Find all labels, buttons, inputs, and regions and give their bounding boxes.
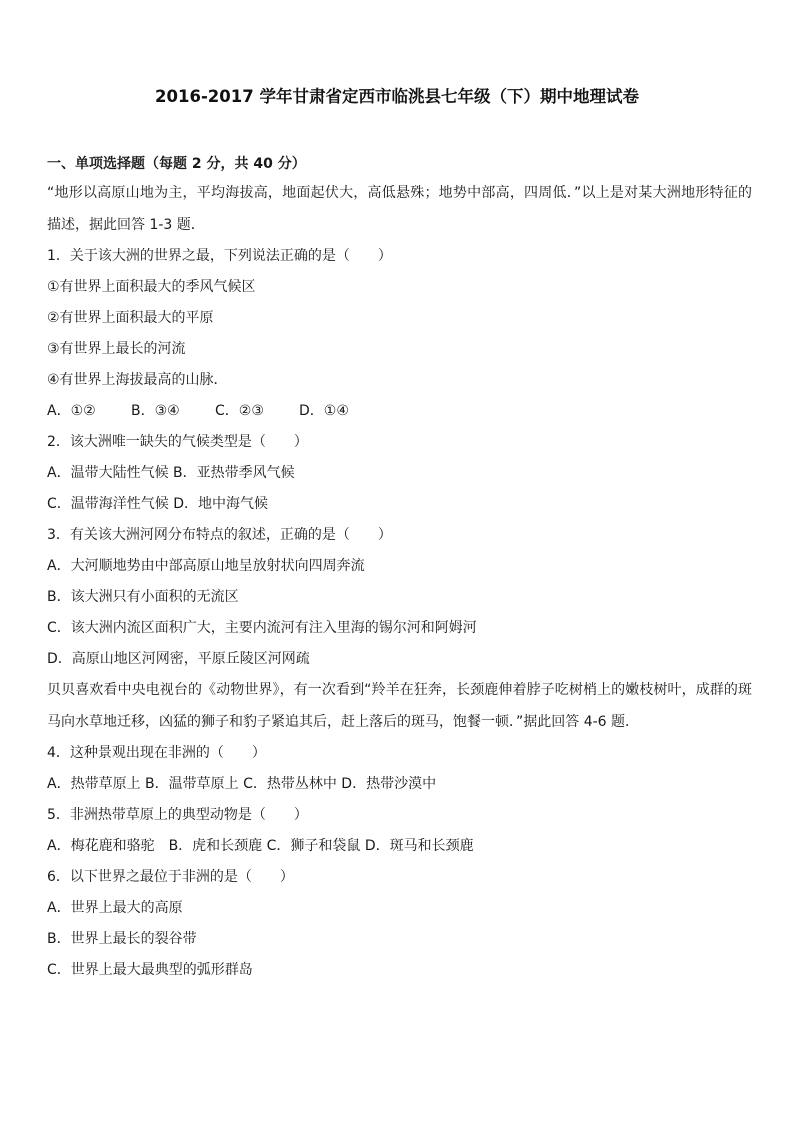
question-5-stem: 5．非洲热带草原上的典型动物是（ ）	[47, 807, 308, 823]
question-3-option-c: C．该大洲内流区面积广大，主要内流河有注入里海的锡尔河和阿姆河	[47, 620, 477, 636]
question-6-option-a: A．世界上最大的高原	[47, 900, 183, 916]
question-5-options: A．梅花鹿和骆驼 B．虎和长颈鹿 C．狮子和袋鼠 D．斑马和长颈鹿	[47, 838, 474, 854]
question-1-option-a: A．①②	[47, 403, 96, 419]
question-1-statement-2: ②有世界上面积最大的平原	[47, 310, 214, 326]
question-1-option-b: B．③④	[131, 403, 180, 419]
question-6-option-b: B．世界上最长的裂谷带	[47, 931, 197, 947]
question-1-statement-1: ①有世界上面积最大的季风气候区	[47, 279, 256, 295]
question-2-options-ab: A．温带大陆性气候 B．亚热带季风气候	[47, 465, 295, 481]
question-4-options: A．热带草原上 B．温带草原上 C．热带丛林中 D．热带沙漠中	[47, 776, 437, 792]
question-1-option-c: C．②③	[215, 403, 264, 419]
question-2-options-cd: C．温带海洋性气候 D．地中海气候	[47, 496, 269, 512]
question-3-stem: 3．有关该大洲河网分布特点的叙述，正确的是（ ）	[47, 527, 392, 543]
question-6-stem: 6．以下世界之最位于非洲的是（ ）	[47, 869, 294, 885]
exam-content	[47, 150, 752, 986]
question-4-stem: 4．这种景观出现在非洲的（ ）	[47, 745, 266, 761]
question-2-stem: 2．该大洲唯一缺失的气候类型是（ ）	[47, 434, 308, 450]
question-6-option-c: C．世界上最大最典型的弧形群岛	[47, 962, 253, 978]
question-1-stem: 1．关于该大洲的世界之最，下列说法正确的是（ ）	[47, 248, 392, 264]
question-1-statement-4: ④有世界上海拔最高的山脉．	[47, 372, 228, 388]
question-3-option-b: B．该大洲只有小面积的无流区	[47, 589, 239, 605]
question-group-intro-1-3: “地形以高原山地为主，平均海拔高，地面起伏大，高低悬殊；地势中部高，四周低．”以上是对某大洲地形特征的描述，据此回答 1-3 题．	[47, 185, 752, 233]
question-3-option-a: A．大河顺地势由中部高原山地呈放射状向四周奔流	[47, 558, 365, 574]
question-1-options	[47, 396, 752, 427]
question-group-intro-4-6: 贝贝喜欢看中央电视台的《动物世界》，有一次看到“羚羊在狂奔，长颈鹿伸着脖子吃树梢上的嫩枝树叶，成群的斑马向水草地迁移，凶猛的狮子和豹子紧追其后，赶上落后的斑马，饱餐一顿．”据此回答 4-6 题．	[47, 682, 752, 730]
question-1-statement-3: ③有世界上最长的河流	[47, 341, 186, 357]
question-3-option-d: D．高原山地区河网密，平原丘陵区河网疏	[47, 651, 310, 667]
page-title: 2016-2017 学年甘肃省定西市临洮县七年级（下）期中地理试卷	[155, 87, 639, 106]
question-1-option-d: D．①④	[299, 403, 349, 419]
section-heading: 一、单项选择题（每题 2 分，共 40 分）	[47, 156, 306, 172]
